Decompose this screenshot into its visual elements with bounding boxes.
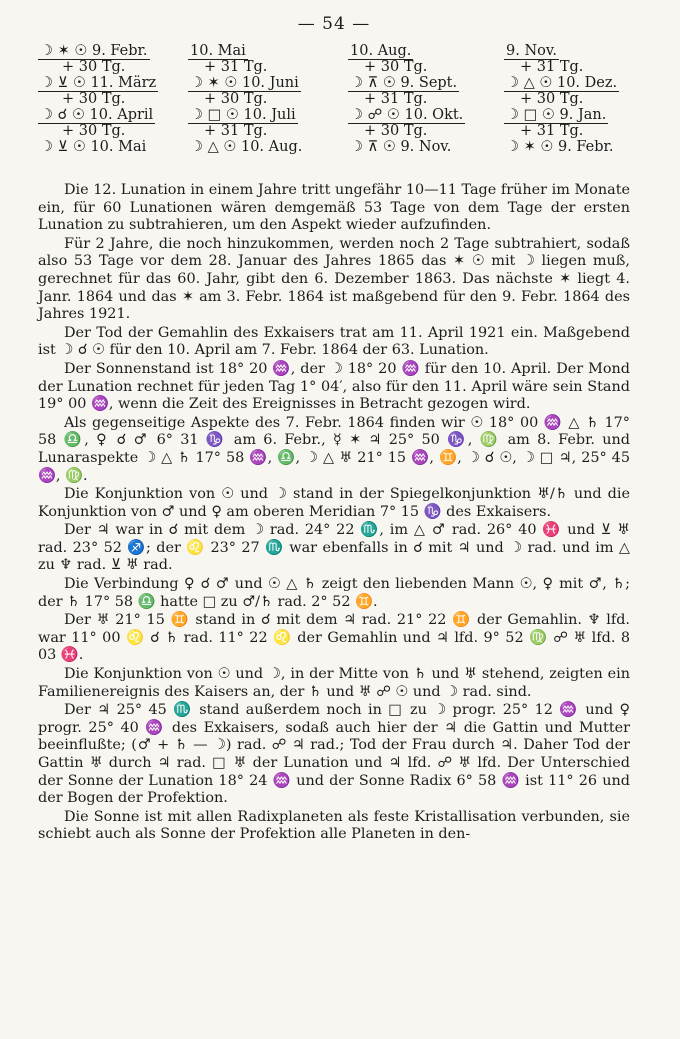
table-cell: ☽ ⊼ ☉ 9. Nov. xyxy=(350,139,452,155)
paragraph: Der ♃ 25° 45 ♏ stand außerdem noch in □ zu ☽ progr. 25° 12 ♒ und ♀ progr. 25° 40 ♒ des Exkaisers, sodaß auch hier der ♃ die Gattin und Mutter beeinflußte; (♂ + ♄ — ☽) rad. ☍ ♃ rad.; Tod der Frau durch ♃. Daher Tod der Gattin ♅ durch ♃ rad. □ ♅ der Lunation und ♃ lfd. ☍ ♅ lfd. Der Unterschied der Sonne der Lunation 18° 24 ♒ und der Sonne Radix 6° 58 ♒ ist 11° 26 und der Bogen der Profektion. xyxy=(38,702,630,807)
paragraph: Als gegenseitige Aspekte des 7. Febr. 1864 finden wir ☉ 18° 00 ♒ △ ♄ 17° 58 ♎, ♀ ☌ ♂ 6° 31 ♑ am 6. Febr., ☿ ✶ ♃ 25° 50 ♑, ♍ am 8. Febr. und Lunaraspekte ☽ △ ♄ 17° 58 ♒, ♎, ☽ △ ♅ 21° 15 ♒, ♊, ☽ ☌ ☉, ☽ □ ♃, 25° 45 ♒, ♍. xyxy=(38,414,630,484)
table-column xyxy=(38,44,158,172)
paragraph: Die Verbindung ♀ ☌ ♂ und ☉ △ ♄ zeigt den liebenden Mann ☉, ♀ mit ♂, ♄; der ♄ 17° 58 ♎ hatte □ zu ♂/♄ rad. 2° 52 ♊. xyxy=(38,576,630,610)
table-cell: 10. Mai + 31 Tg. xyxy=(190,43,268,75)
page-number: — 54 — xyxy=(297,14,371,34)
table-cell: ☽ △ ☉ 10. Aug. xyxy=(190,139,303,155)
paragraph: Die Konjunktion von ☉ und ☽, in der Mitte von ♄ und ♅ stehend, zeigten ein Familienereignis des Kaisers an, der ♄ und ♅ ☍ ☉ und ☽ rad. sind. xyxy=(38,666,630,700)
table-cell: ☽ ⊻ ☉ 11. März + 30 Tg. xyxy=(40,75,157,107)
table-cell: ☽ △ ☉ 10. Dez. + 30 Tg. xyxy=(506,75,618,107)
paragraph: Der Tod der Gemahlin des Exkaisers trat am 11. April 1921 ein. Maßgebend ist ☽ ☌ ☉ für den 10. April am 7. Febr. 1864 der 63. Lunation. xyxy=(38,324,630,359)
table-cell: ☽ ✶ ☉ 9. Febr. xyxy=(506,139,614,155)
table-cell: 9. Nov. + 31 Tg. xyxy=(506,43,584,75)
table-cell: ☽ □ ☉ 9. Jan. + 31 Tg. xyxy=(506,107,607,139)
table-cell: ☽ □ ☉ 10. Juli + 31 Tg. xyxy=(190,107,296,139)
paragraph: Der ♅ 21° 15 ♊ stand in ☌ mit dem ♃ rad. 21° 22 ♊ der Gemahlin. ♆ lfd. war 11° 00 ♌ ☌ ♄ rad. 11° 22 ♌ der Gemahlin und ♃ lfd. 9° 52 ♍ ☍ ♅ lfd. 8 03 ♓. xyxy=(38,612,630,664)
table-cell: ☽ ✶ ☉ 10. Juni + 30 Tg. xyxy=(190,75,299,107)
body-text xyxy=(38,182,630,844)
table-column xyxy=(308,44,478,172)
paragraph: Der Sonnenstand ist 18° 20 ♒, der ☽ 18° 20 ♒ für den 10. April. Der Mond der Lunation rechnet für jeden Tag 1° 04′, also für den 11. April wäre sein Stand 19° 00 ♒, wenn die Zeit des Ereignisses in Betracht gezogen wird. xyxy=(38,360,630,413)
paragraph: Die Konjunktion von ☉ und ☽ stand in der Spiegelkonjunktion ♅/♄ und die Konjunktion von ♂ und ♀ am oberen Meridian 7° 15 ♑ des Exkaisers. xyxy=(38,486,630,520)
paragraph: Die Sonne ist mit allen Radixplaneten als feste Kristallisation verbunden, sie schiebt auch als Sonne der Profektion alle Planeten in den- xyxy=(38,808,630,843)
table-cell: ☽ ⊼ ☉ 9. Sept. + 31 Tg. xyxy=(350,75,458,107)
table-cell: ☽ ☌ ☉ 10. April + 30 Tg. xyxy=(40,107,154,139)
table-column xyxy=(158,44,308,172)
paragraph: Der ♃ war in ☌ mit dem ☽ rad. 24° 22 ♏, im △ ♂ rad. 26° 40 ♓ und ⊻ ♅ rad. 23° 52 ♐; der ♌ 23° 27 ♏ war ebenfalls in ☌ mit ♃ und ☽ rad. und im △ zu ♆ rad. ⊻ ♅ rad. xyxy=(38,522,630,574)
paragraph: Für 2 Jahre, die noch hinzukommen, werden noch 2 Tage subtrahiert, sodaß also 53 Tage vor dem 28. Januar des Jahres 1865 das ✶ ☉ mit ☽ liegen muß, gerechnet für das 60. Jahr, gibt den 6. Dezember 1863. Das nächste ✶ liegt 4. Janr. 1864 und das ✶ am 3. Febr. 1864 ist maßgebend für den 9. Febr. 1864 des Jahres 1921. xyxy=(38,235,630,323)
lunation-aspect-table xyxy=(38,44,630,172)
table-cell: ☽ ☍ ☉ 10. Okt. + 30 Tg. xyxy=(350,107,464,139)
table-cell: ☽ ⊻ ☉ 10. Mai xyxy=(40,139,147,155)
table-cell: ☽ ✶ ☉ 9. Febr. + 30 Tg. xyxy=(40,43,148,75)
table-column xyxy=(478,44,628,172)
table-cell: 10. Aug. + 30 Tg. xyxy=(350,43,428,75)
paragraph: Die 12. Lunation in einem Jahre tritt ungefähr 10—11 Tage früher im Monate ein, für 60 Lunationen wären demgemäß 53 Tage von dem Tage der ersten Lunation zu subtrahieren, um den Aspekt wieder aufzufinden. xyxy=(38,182,630,234)
